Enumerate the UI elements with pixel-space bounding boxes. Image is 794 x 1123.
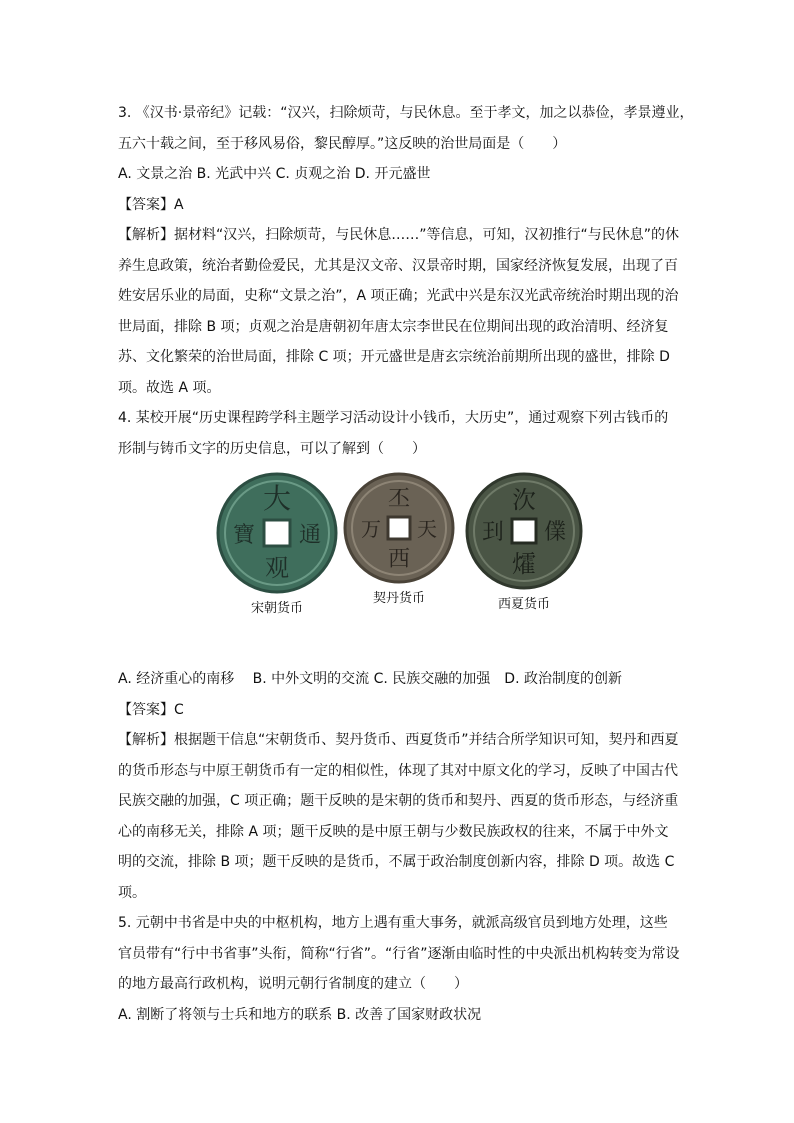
coin-song-char-left: 寶 bbox=[232, 523, 256, 548]
coin-khitan-char-right: 天 bbox=[417, 517, 437, 541]
coin-xixia-caption: 西夏货币 bbox=[497, 597, 550, 612]
coin-xixia-char-top: 㳄 bbox=[512, 486, 536, 514]
q4-stem-line: 4. 某校开展“历史课程跨学科主题学习活动设计小钱币，大历史”，通过观察下列古钱币的 bbox=[118, 410, 669, 426]
q5-options: A. 割断了将领与士兵和地方的联系 B. 改善了国家财政状况 bbox=[118, 1006, 482, 1023]
q5-stem-line: 的地方最高行政机构，说明元朝行省制度的建立（ ） bbox=[118, 976, 468, 992]
q4-analysis-line: 【解析】根据题干信息“宋朝货币、契丹货币、西夏货币”并结合所学知识可知，契丹和西夏 bbox=[118, 732, 679, 748]
q4-analysis-line: 民族交融的加强，C 项正确；题干反映的是宋朝的货币和契丹、西夏的货币形态，与经济重 bbox=[118, 793, 679, 809]
q4-analysis-line: 项。 bbox=[118, 884, 146, 901]
coin-figure bbox=[118, 464, 683, 664]
question-3 bbox=[118, 98, 694, 403]
q3-analysis-line: 【解析】据材料“汉兴，扫除烦苛，与民休息……”等信息，可知，汉初推行“与民休息”的休 bbox=[118, 227, 680, 243]
q5-stem-line: 5. 元朝中书省是中央的中枢机构，地方上遇有重大事务，就派高级官员到地方处理，这些 bbox=[118, 915, 668, 931]
coin-xixia bbox=[465, 472, 583, 614]
q4-analysis-line: 明的交流，排除 B 项；题干反映的是货币，不属于政治制度创新内容，排除 D 项。故选 C bbox=[118, 854, 675, 870]
coin-song-char-top: 大 bbox=[262, 482, 292, 515]
q3-analysis-line: 苏、文化繁荣的治世局面，排除 C 项；开元盛世是唐玄宗统治前期所出现的盛世，排除 D bbox=[118, 349, 670, 365]
q4-answer: 【答案】C bbox=[118, 701, 184, 718]
coin-song-char-bottom: 观 bbox=[265, 554, 289, 582]
coin-khitan bbox=[343, 472, 455, 608]
coin-khitan-char-left: 万 bbox=[361, 517, 381, 541]
q3-analysis-line: 养生息政策，统治者勤俭爱民，尤其是汉文帝、汉景帝时期，国家经济恢复发展，出现了百 bbox=[118, 257, 678, 274]
coin-khitan-char-bottom: 西 bbox=[387, 547, 411, 572]
q4-options: A. 经济重心的南移 B. 中外文明的交流 C. 民族交融的加强 D. 政治制度的创新 bbox=[118, 671, 622, 687]
q3-options: A. 文景之治 B. 光武中兴 C. 贞观之治 D. 开元盛世 bbox=[118, 166, 431, 182]
coin-song-caption: 宋朝货币 bbox=[250, 601, 303, 616]
q3-analysis-line: 世局面，排除 B 项；贞观之治是唐朝初年唐太宗李世民在位期间出现的政治清明、经济复 bbox=[118, 318, 669, 335]
coin-song-char-right: 通 bbox=[298, 523, 322, 548]
coin-song bbox=[216, 472, 338, 618]
q5-stem-line: 官员带有“行中书省事”头衔，简称“行省”。“行省”逐渐由临时性的中央派出机构转变为常设 bbox=[118, 945, 680, 962]
question-4 bbox=[118, 403, 683, 908]
q3-answer: 【答案】A bbox=[118, 196, 184, 213]
coin-song-image bbox=[216, 472, 338, 594]
q3-analysis-line: 姓安居乐业的局面，史称“文景之治”，A 项正确；光武中兴是东汉光武帝统治时期出现的治 bbox=[118, 288, 679, 304]
q4-stem-line: 形制与铸币文字的历史信息，可以了解到（ ） bbox=[118, 440, 426, 457]
coin-xixia-char-bottom: 㸌 bbox=[512, 550, 536, 578]
coin-khitan-image bbox=[343, 472, 455, 584]
document-page bbox=[118, 98, 694, 1030]
q3-analysis-line: 项。故选 A 项。 bbox=[118, 379, 221, 396]
coin-khitan-char-top: 丕 bbox=[387, 487, 411, 512]
coin-khitan-caption: 契丹货币 bbox=[372, 591, 425, 606]
q4-analysis-line: 的货币形态与中原王朝货币有一定的相似性，体现了其对中原文化的学习，反映了中国古代 bbox=[118, 762, 678, 779]
coin-xixia-char-left: 㺫 bbox=[481, 520, 505, 545]
coin-xixia-char-right: 㒒 bbox=[543, 520, 567, 545]
coin-xixia-image bbox=[465, 472, 583, 590]
q3-stem-line: 五六十载之间，至于移风易俗，黎民醇厚。”这反映的治世局面是（ ） bbox=[118, 135, 567, 152]
question-5 bbox=[118, 908, 683, 1030]
q3-stem-line: 3. 《汉书·景帝纪》记载：“汉兴，扫除烦苛，与民休息。至于孝文，加之以恭俭，孝景遵业， bbox=[118, 105, 694, 121]
q4-analysis-line: 心的南移无关，排除 A 项；题干反映的是中原王朝与少数民族政权的往来，不属于中外文 bbox=[118, 823, 669, 840]
